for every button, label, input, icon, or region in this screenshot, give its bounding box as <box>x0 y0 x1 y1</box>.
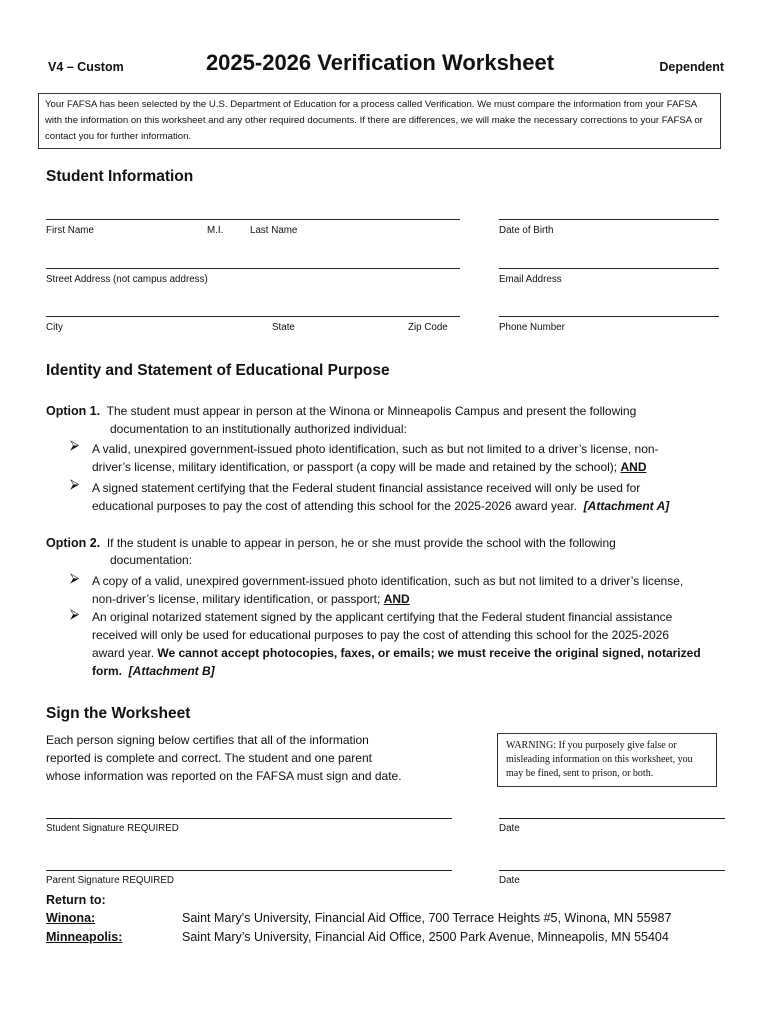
email-label: Email Address <box>499 274 562 285</box>
option-2-bullet-2-line-2: received will only be used for educational purposes to pay the cost of attending this school for the 2025-2026 <box>92 628 670 642</box>
option-1-bullet-2-line-1: A signed statement certifying that the Federal student financial assistance received will only be used for <box>92 481 641 495</box>
zip-label: Zip Code <box>408 322 448 333</box>
student-signature-label: Student Signature REQUIRED <box>46 823 179 834</box>
student-date-line[interactable] <box>499 818 725 819</box>
option-2-bullet-1-text: non-driver’s license, military identification, or passport; <box>92 592 381 606</box>
city-label: City <box>46 322 63 333</box>
option-2-bullet-2-line-4 <box>92 662 752 680</box>
intro-notice: Your FAFSA has been selected by the U.S. Department of Education for a process called Verification. We must compare the information from your FAFSA with the information on this worksheet and any other required documents. If there are differences, we will make the necessary corrections to your FAFSA or contact you for further information. <box>38 93 721 149</box>
state-label: State <box>272 322 295 333</box>
option-2-text: If the student is unable to appear in person, he or she must provide the school with the following <box>106 536 616 550</box>
phone-field-line[interactable] <box>499 316 719 317</box>
dob-field-line[interactable] <box>499 219 719 220</box>
option-2-text-cont: documentation: <box>110 553 193 567</box>
winona-label: Winona: <box>46 911 96 925</box>
dob-label: Date of Birth <box>499 225 554 236</box>
last-name-label: Last Name <box>250 225 298 236</box>
option-1-bullet-1-line-2 <box>92 458 732 476</box>
option-1 <box>46 402 736 420</box>
and-marker: AND <box>620 460 647 474</box>
parent-date-label: Date <box>499 875 520 886</box>
option-1-bullet-2-line-2 <box>92 497 732 515</box>
no-copies-notice: We cannot accept photocopies, faxes, or emails; we must receive the original signed, notarized <box>157 646 701 660</box>
form-text: form. <box>92 664 122 678</box>
student-date-label: Date <box>499 823 520 834</box>
sign-instructions <box>46 731 466 785</box>
option-2-bullet-1 <box>92 572 752 608</box>
option-1-bullet-1 <box>92 440 732 476</box>
option-2-bullet-2 <box>92 608 752 680</box>
dependency-status: Dependent <box>659 60 724 74</box>
arrow-bullet-icon: ⮚ <box>70 606 80 621</box>
parent-date-line[interactable] <box>499 870 725 871</box>
arrow-bullet-icon: ⮚ <box>70 437 80 452</box>
identity-heading: Identity and Statement of Educational Purpose <box>46 362 390 379</box>
option-1-bullet-1-text: driver’s license, military identification, or passport (a copy will be made and retained by the school); <box>92 460 618 474</box>
option-2 <box>46 534 736 552</box>
option-1-label: Option 1. <box>46 404 101 418</box>
option-1-text: The student must appear in person at the Winona or Minneapolis Campus and present the following <box>106 404 637 418</box>
option-2-bullet-2-line-3 <box>92 644 752 662</box>
sign-text-line-3: whose information was reported on the FAFSA must sign and date. <box>46 769 402 783</box>
option-2-bullet-1-line-2 <box>92 590 752 608</box>
page-title: 2025-2026 Verification Worksheet <box>205 50 555 75</box>
option-2-bullet-2-line-1: An original notarized statement signed by the applicant certifying that the Federal student financial assistance <box>92 610 673 624</box>
street-label: Street Address (not campus address) <box>46 274 208 285</box>
award-year-text: award year. <box>92 646 155 660</box>
first-name-label: First Name <box>46 225 94 236</box>
phone-label: Phone Number <box>499 322 565 333</box>
minneapolis-address: Saint Mary’s University, Financial Aid Office, 2500 Park Avenue, Minneapolis, MN 55404 <box>182 930 669 944</box>
arrow-bullet-icon: ⮚ <box>70 570 80 585</box>
mi-label: M.I. <box>207 225 224 236</box>
name-field-line[interactable] <box>46 219 460 220</box>
warning-box: WARNING: If you purposely give false or misleading information on this worksheet, you may be fined, sent to prison, or both. <box>497 733 717 787</box>
sign-text-line-2: reported is complete and correct. The student and one parent <box>46 751 372 765</box>
winona-address: Saint Mary's University, Financial Aid Office, 700 Terrace Heights #5, Winona, MN 55987 <box>182 911 672 925</box>
student-info-heading: Student Information <box>46 168 194 185</box>
return-heading: Return to: <box>46 893 106 907</box>
sign-heading: Sign the Worksheet <box>46 705 191 722</box>
email-field-line[interactable] <box>499 268 719 269</box>
attachment-b-ref: [Attachment B] <box>128 664 215 678</box>
form-version: V4 – Custom <box>48 60 124 74</box>
option-1-text-cont: documentation to an institutionally authorized individual: <box>110 422 407 436</box>
option-2-label: Option 2. <box>46 536 101 550</box>
parent-signature-line[interactable] <box>46 870 452 871</box>
option-1-bullet-1-line-1: A valid, unexpired government-issued photo identification, such as but not limited to a driver’s license, non- <box>92 442 659 456</box>
option-1-bullet-2 <box>92 479 732 515</box>
and-marker: AND <box>383 592 410 606</box>
parent-signature-label: Parent Signature REQUIRED <box>46 875 174 886</box>
student-signature-line[interactable] <box>46 818 452 819</box>
option-2-bullet-1-line-1: A copy of a valid, unexpired government-issued photo identification, such as but not limited to a driver’s license, <box>92 574 684 588</box>
arrow-bullet-icon: ⮚ <box>70 476 80 491</box>
city-field-line[interactable] <box>46 316 460 317</box>
street-field-line[interactable] <box>46 268 460 269</box>
sign-text-line-1: Each person signing below certifies that all of the information <box>46 733 369 747</box>
attachment-a-ref: [Attachment A] <box>583 499 670 513</box>
minneapolis-label: Minneapolis: <box>46 930 123 944</box>
option-1-bullet-2-text: educational purposes to pay the cost of attending this school for the 2025-2026 award year. <box>92 499 577 513</box>
